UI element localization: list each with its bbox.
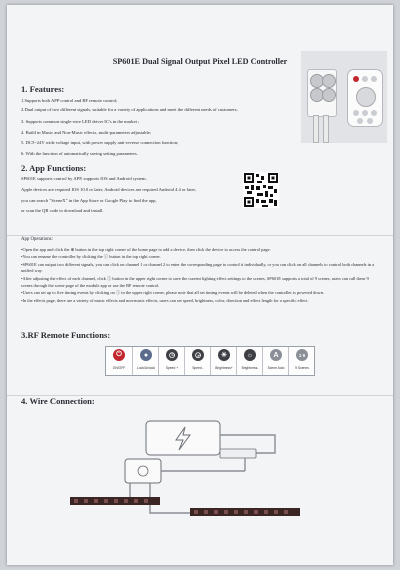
wire-connection-heading: 4. Wire Connection: — [21, 396, 95, 406]
feature-item: 1.Supports both APP control and RF remote control; — [21, 98, 118, 103]
rf-button-label: Speed + — [165, 366, 179, 370]
rf-button-label: Speed - — [192, 366, 204, 370]
rf-button-cell — [106, 347, 132, 375]
app-operations-heading: App Operations: — [21, 237, 53, 242]
rf-button-cell — [132, 347, 159, 375]
rf-remote-photo — [347, 69, 383, 127]
controller-box — [307, 69, 337, 117]
wire-connection-diagram — [70, 413, 330, 533]
power-icon: ⏻ — [113, 349, 125, 361]
rf-button-label: Scene Auto — [267, 366, 285, 370]
rf-button-cell — [288, 347, 315, 375]
paper-fold-line — [7, 235, 393, 236]
lock-icon: ● — [140, 349, 152, 361]
app-functions-line: or scan the QR code to download and install. — [21, 208, 104, 213]
app-operation-item: •SP601E can output two different signals, you can click on channel 1 or channel 2 to enter the corresponding page to control it individually, or you can click on all channels to control both channels in a unified way. — [21, 261, 375, 274]
features-heading: 1. Features: — [21, 84, 65, 94]
qr-code — [243, 172, 279, 208]
rf-remote-heading: 3.RF Remote Functions: — [21, 330, 111, 340]
app-operation-item: •You can rename the controller by clicking the ⓘ button in the top right corner. — [21, 254, 161, 260]
app-functions-line: SP601E supports control by APP, supports IOS and Android system. — [21, 176, 147, 181]
speed-up-icon: ◷ — [166, 349, 178, 361]
brightness-down-icon: ☼ — [244, 349, 256, 361]
app-functions-heading: 2. App Functions: — [21, 163, 87, 173]
feature-item: 2.Dual output of two different signals, suitable for a variety of applications and meet the different needs of customers; — [21, 107, 238, 112]
rf-button-label: Brightness+ — [215, 366, 233, 370]
feature-item: 4. Build in Music and Non-Music effects, multi-parameters adjustable; — [21, 130, 152, 135]
app-functions-line: you can search "SceneX" in the App Store or Google Play to find the app, — [21, 198, 157, 203]
rf-button-cell — [262, 347, 289, 375]
app-operation-item: •In the effects page, there are a variety of music effects and non-music effects, users can set speed, brightness, color, direction and effect length for a specific effect. — [21, 297, 309, 303]
app-functions-line: Apple devices are required IOS 10.0 or later, Android devices are required Android 4.4 or later, — [21, 187, 197, 192]
feature-item: 6. With the function of automatically saving setting parameters. — [21, 151, 138, 156]
app-operation-item: •Open the app and click the ⊕ button in the top right corner of the home page to add a device, then click the device to access the control page. — [21, 246, 271, 252]
rf-button-label: Brightness- — [241, 366, 259, 370]
document-title: SP601E Dual Signal Output Pixel LED Controller — [112, 57, 288, 66]
rf-button-label: 9 Scenes — [295, 366, 309, 370]
app-operation-item: •Users can set up to five timing events by clicking on ⓘ in the upper right corner, please note that all set timing events will be deleted when the controller is powered down. — [21, 290, 325, 296]
dc-connector — [220, 449, 256, 458]
feature-item: 5. DC5~24V wide voltage input, with power supply anti-reverse connection function; — [21, 140, 179, 145]
app-operations — [21, 237, 379, 305]
nine-scenes-icon: 1 9 — [296, 349, 308, 361]
app-operation-item: •After adjusting the effect of each channel, click ⓘ button in the upper right corner to save the current lighting effect settings to the scenes, SP601E supports a total of 9 scenes, users can call these 9 scenes through the scene page of the module app or use the RF remote control. — [21, 275, 369, 288]
speed-down-icon: ◶ — [192, 349, 204, 361]
feature-item: 3. Supports common single-wire LED driver IC's in the market ; — [21, 119, 140, 124]
instruction-sheet — [7, 5, 393, 565]
controller-box-diagram — [125, 459, 161, 483]
brightness-up-icon: ☀ — [218, 349, 230, 361]
rf-remote-button-table — [105, 346, 315, 376]
rf-button-cell — [236, 347, 263, 375]
rf-button-cell — [184, 347, 211, 375]
scene-auto-icon: A — [270, 349, 282, 361]
rf-button-cell — [158, 347, 185, 375]
rf-button-label: ON/OFF — [112, 366, 126, 370]
rf-button-cell — [210, 347, 237, 375]
power-supply-box — [146, 421, 220, 455]
rf-button-label: Lock/Unlock — [137, 366, 155, 370]
